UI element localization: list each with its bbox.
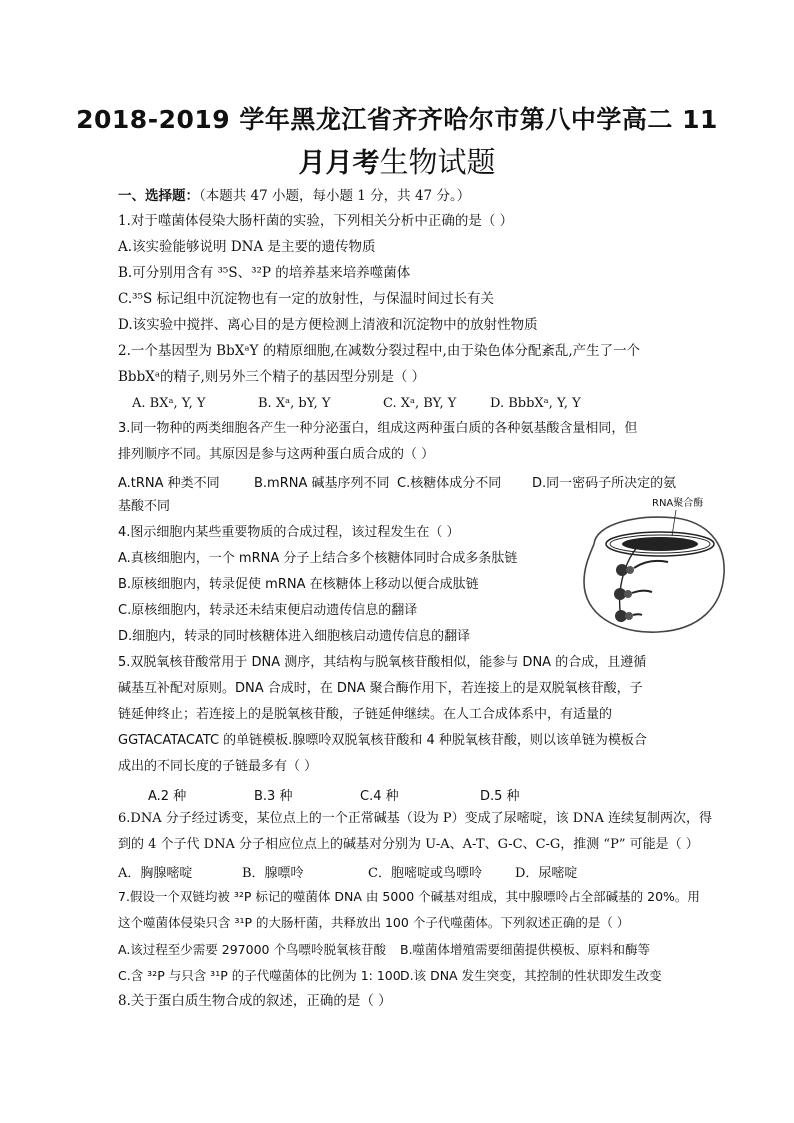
q6-option-d: D．尿嘧啶 bbox=[515, 866, 578, 881]
q3-option-d-cont: 基酸不同 bbox=[118, 499, 171, 514]
q3-option-a: A.tRNA 种类不同 bbox=[118, 476, 220, 491]
q5-option-d: D.5 种 bbox=[480, 789, 520, 804]
q1-option-b: B.可分别用含有 ³⁵S、³²P 的培养基来培养噬菌体 bbox=[118, 265, 411, 281]
q7-option-d: D.该 DNA 发生突变，其控制的性状即发生改变 bbox=[400, 968, 662, 983]
page-title: 2018-2019 学年黑龙江省齐齐哈尔市第八中学高二 11 bbox=[76, 105, 718, 134]
q2-option-c: C. Xᵃ, BY, Y bbox=[383, 396, 457, 411]
q4-stem: 4.图示细胞内某些重要物质的合成过程，该过程发生在（ ） bbox=[118, 525, 460, 540]
q2-option-b: B. Xᵃ, bY, Y bbox=[258, 396, 331, 411]
q4-option-b: B.原核细胞内，转录促使 mRNA 在核糖体上移动以便合成肽链 bbox=[118, 577, 479, 592]
q3-option-c: C.核糖体成分不同 bbox=[397, 476, 502, 491]
q4-option-c: C.原核细胞内，转录还未结束便启动遗传信息的翻译 bbox=[118, 603, 418, 618]
section-heading-line bbox=[118, 187, 470, 205]
q6-line1: 6.DNA 分子经过诱变，某位点上的一个正常碱基（设为 P）变成了尿嘧啶，该 DNA 连续复制两次，得 bbox=[118, 811, 713, 826]
ribosome-1 bbox=[616, 561, 668, 576]
q2-option-a: A. BXᵃ, Y, Y bbox=[132, 396, 206, 411]
q5-line3: 链延伸终止；若连接上的是脱氧核苷酸，子链延伸继续。在人工合成体系中，有适量的 bbox=[118, 707, 613, 722]
q3-stem-line2: 排列顺序不同。其原因是参与这两种蛋白质合成的（ ） bbox=[118, 447, 435, 462]
title-prefix: 月月考 bbox=[298, 148, 380, 179]
q6-option-b: B．腺嘌呤 bbox=[242, 866, 304, 881]
page-title-line2 bbox=[0, 140, 794, 181]
q6-line2: 到的 4 个子代 DNA 分子相应位点上的碱基对分别为 U-A、A-T、G-C、C-G，推测 “P” 可能是（ ） bbox=[118, 837, 699, 852]
q5-line4: GGTACATACATC 的单链模板.腺嘌呤双脱氧核苷酸和 4 种脱氧核苷酸，则以该单链为模板合 bbox=[118, 733, 647, 748]
q2-option-d: D. BbbXᵃ, Y, Y bbox=[490, 396, 581, 411]
section-heading: 一、选择题： bbox=[118, 188, 199, 204]
q6-option-a: A．胸腺嘧啶 bbox=[118, 866, 193, 881]
q3-option-b: B.mRNA 碱基序列不同 bbox=[254, 476, 390, 491]
q2-stem-line2: BbbXᵃ的精子,则另外三个精子的基因型分别是（ ） bbox=[118, 369, 426, 385]
q1-option-a: A.该实验能够说明 DNA 是主要的遗传物质 bbox=[118, 239, 376, 255]
q5-line1: 5.双脱氧核苷酸常用于 DNA 测序，其结构与脱氧核苷酸相似，能参与 DNA 的合成，且遵循 bbox=[118, 655, 647, 670]
q8-stem: 8.关于蛋白质生物合成的叙述，正确的是（ ） bbox=[118, 993, 392, 1009]
rna-polymerase-shape bbox=[622, 537, 698, 551]
q1-stem: 1.对于噬菌体侵染大肠杆菌的实验，下列相关分析中正确的是（ ） bbox=[118, 213, 514, 229]
section-note: （本题共 47 小题，每小题 1 分，共 47 分。） bbox=[199, 188, 471, 204]
figure-label: RNA聚合酶 bbox=[652, 498, 704, 509]
q1-option-c: C.³⁵S 标记组中沉淀物也有一定的放射性，与保温时间过长有关 bbox=[118, 291, 495, 307]
q5-option-c: C.4 种 bbox=[360, 789, 399, 804]
q7-line1: 7.假设一个双链均被 ³²P 标记的噬菌体 DNA 由 5000 个碱基对组成，其中腺嘌呤占全部碱基的 20%。用 bbox=[118, 889, 700, 904]
q3-option-d: D.同一密码子所决定的氨 bbox=[532, 476, 677, 491]
q2-stem-line1: 2.一个基因型为 BbXᵃY 的精原细胞,在减数分裂过程中,由于染色体分配紊乱,产生了一个 bbox=[118, 343, 641, 359]
q5-line5: 成出的不同长度的子链最多有（ ） bbox=[118, 759, 318, 774]
q7-option-b: B.噬菌体增殖需要细菌提供模板、原料和酶等 bbox=[400, 942, 651, 957]
q7-line2: 这个噬菌体侵染只含 ³¹P 的大肠杆菌，共释放出 100 个子代噬菌体。下列叙述正确的是（ ） bbox=[118, 915, 630, 930]
ribosome-2 bbox=[614, 588, 652, 600]
ribosome-3 bbox=[615, 610, 642, 622]
transcription-translation-figure bbox=[576, 496, 732, 638]
q3-stem-line1: 3.同一物种的两类细胞各产生一种分泌蛋白，组成这两种蛋白质的各种氨基酸含量相同，但 bbox=[118, 421, 638, 436]
title-subject: 生物试题 bbox=[379, 145, 496, 179]
q7-option-a: A.该过程至少需要 297000 个鸟嘌呤脱氧核苷酸 bbox=[118, 942, 386, 957]
q5-option-a: A.2 种 bbox=[148, 789, 187, 804]
q6-option-c: C．胞嘧啶或鸟嘌呤 bbox=[368, 866, 482, 881]
q4-option-d: D.细胞内，转录的同时核糖体进入细胞核启动遗传信息的翻译 bbox=[118, 629, 471, 644]
q5-option-b: B.3 种 bbox=[254, 789, 293, 804]
q1-option-d: D.该实验中搅拌、离心目的是方便检测上清液和沉淀物中的放射性物质 bbox=[118, 317, 538, 333]
q5-line2: 碱基互补配对原则。DNA 合成时，在 DNA 聚合酶作用下，若连接上的是双脱氧核苷酸，子 bbox=[118, 681, 643, 696]
q7-option-c: C.含 ³²P 与只含 ³¹P 的子代噬菌体的比例为 1: 100 bbox=[118, 968, 401, 983]
cell-outline bbox=[584, 517, 724, 632]
q4-option-a: A.真核细胞内，一个 mRNA 分子上结合多个核糖体同时合成多条肽链 bbox=[118, 551, 518, 566]
